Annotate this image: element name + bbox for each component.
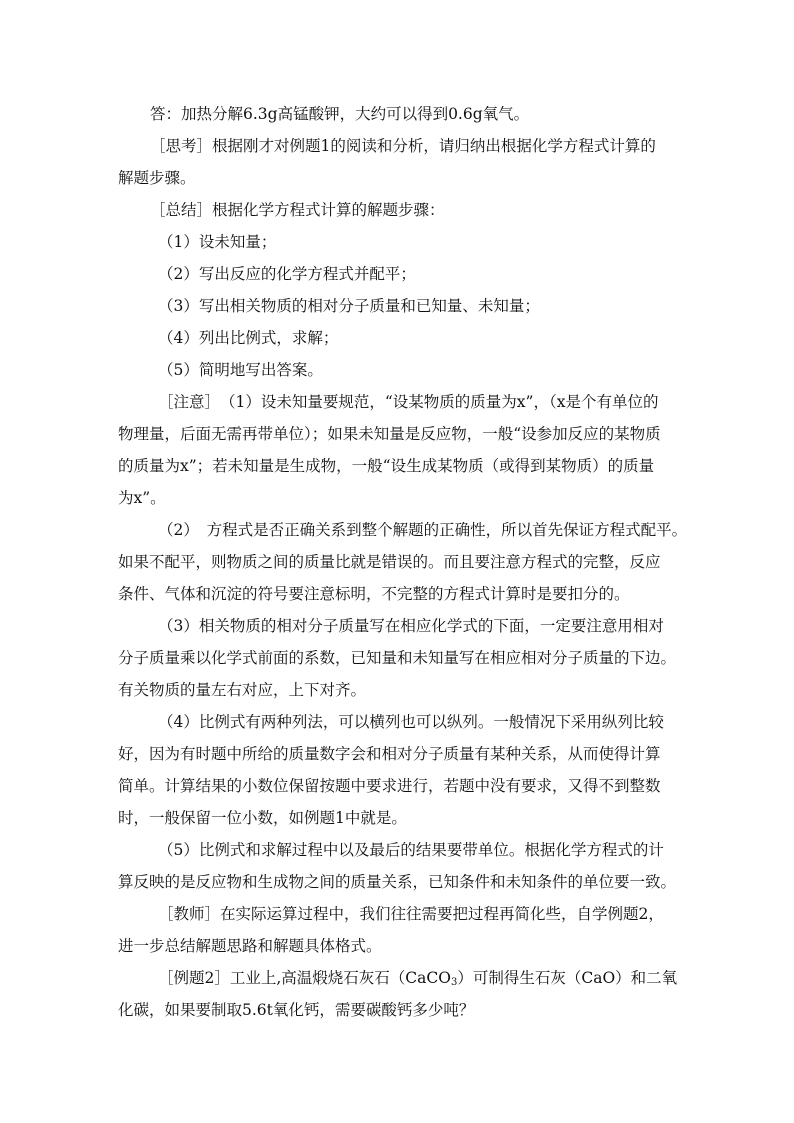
example-2-paragraph: [118, 962, 678, 1026]
note-1-line: 物理量，后面无需再带单位）；如果未知量是反应物，一般“设参加反应的某物质: [118, 425, 661, 443]
think-line-1: ［思考］根据刚才对例题1的阅读和分析，请归纳出根据化学方程式计算的: [150, 137, 656, 155]
note-2-line: 如果不配平，则物质之间的质量比就是错误的。而且要注意方程式的完整，反应: [118, 553, 661, 571]
summary-steps: [118, 226, 678, 386]
note-2-line: （2） 方程式是否正确关系到整个解题的正确性，所以首先保证方程式配平。: [158, 521, 688, 539]
note-1-line: 为x”。: [118, 489, 166, 507]
note-4-line: 时，一般保留一位小数，如例题1中就是。: [118, 809, 407, 827]
note-1-line: 的质量为x”；若未知量是生成物，一般“设生成某物质（或得到某物质）的质量: [118, 457, 655, 475]
example-2-text-b: ）可制得生石灰（CaO）和二氧: [457, 969, 678, 987]
step-item: （1）设未知量；: [158, 233, 277, 251]
step-item: （2）写出反应的化学方程式并配平；: [158, 265, 416, 283]
note-5-line: 算反映的是反应物和生成物之间的质量关系，已知条件和未知条件的单位要一致。: [118, 873, 677, 891]
note-4-paragraph: [118, 706, 678, 834]
example-2-line-2: 化碳，如果要制取5.6t氧化钙，需要碳酸钙多少吨？: [118, 1001, 475, 1019]
teacher-paragraph: [118, 898, 678, 962]
note-3-paragraph: [118, 610, 678, 706]
note-5-line: （5）比例式和求解过程中以及最后的结果要带单位。根据化学方程式的计: [158, 841, 664, 859]
example-2-line-1: [118, 962, 678, 994]
formula-subscript: 3: [450, 977, 458, 988]
step-item: （3）写出相关物质的相对分子质量和已知量、未知量；: [158, 297, 540, 315]
step-item: （4）列出比例式，求解；: [158, 329, 339, 347]
note-3-line: 有关物质的量左右对应，上下对齐。: [118, 681, 367, 699]
step-item: （5）简明地写出答案。: [158, 361, 323, 379]
note-1-paragraph: [118, 386, 678, 514]
note-3-line: （3）相关物质的相对分子质量写在相应化学式的下面，一定要注意用相对: [158, 617, 664, 635]
note-4-line: 简单。计算结果的小数位保留按题中要求进行，若题中没有要求，又得不到整数: [118, 777, 661, 795]
summary-title: [118, 194, 678, 226]
think-paragraph: [118, 130, 678, 194]
note-4-line: （4）比例式有两种列法，可以横列也可以纵列。一般情况下采用纵列比较: [158, 713, 664, 731]
note-1-line: ［注意］ （1）设未知量要规范，“设某物质的质量为x”，（x是个有单位的: [158, 393, 659, 411]
note-5-paragraph: [118, 834, 678, 898]
note-4-line: 好，因为有时题中所给的质量数字会和相对分子质量有某种关系，从而使得计算: [118, 745, 661, 763]
note-2-paragraph: [118, 514, 688, 610]
answer-line: 答：加热分解6.3g高锰酸钾，大约可以得到0.6g氧气。: [150, 105, 530, 123]
note-3-line: 分子质量乘以化学式前面的系数，已知量和未知量写在相应相对分子质量的下边。: [118, 649, 677, 667]
summary-title-line: ［总结］根据化学方程式计算的解题步骤：: [150, 201, 445, 219]
teacher-line: 进一步总结解题思路和解题具体格式。: [118, 937, 382, 955]
example-2-text-a: ［例题2］工业上,高温煅烧石灰石（CaCO: [158, 969, 451, 987]
think-line-2: 解题步骤。: [118, 169, 196, 187]
answer-paragraph: [118, 98, 678, 130]
teacher-line: ［教师］在实际运算过程中，我们往往需要把过程再简化些，自学例题2，: [158, 905, 664, 923]
note-2-line: 条件、气体和沉淀的符号要注意标明，不完整的方程式计算时是要扣分的。: [118, 585, 630, 603]
